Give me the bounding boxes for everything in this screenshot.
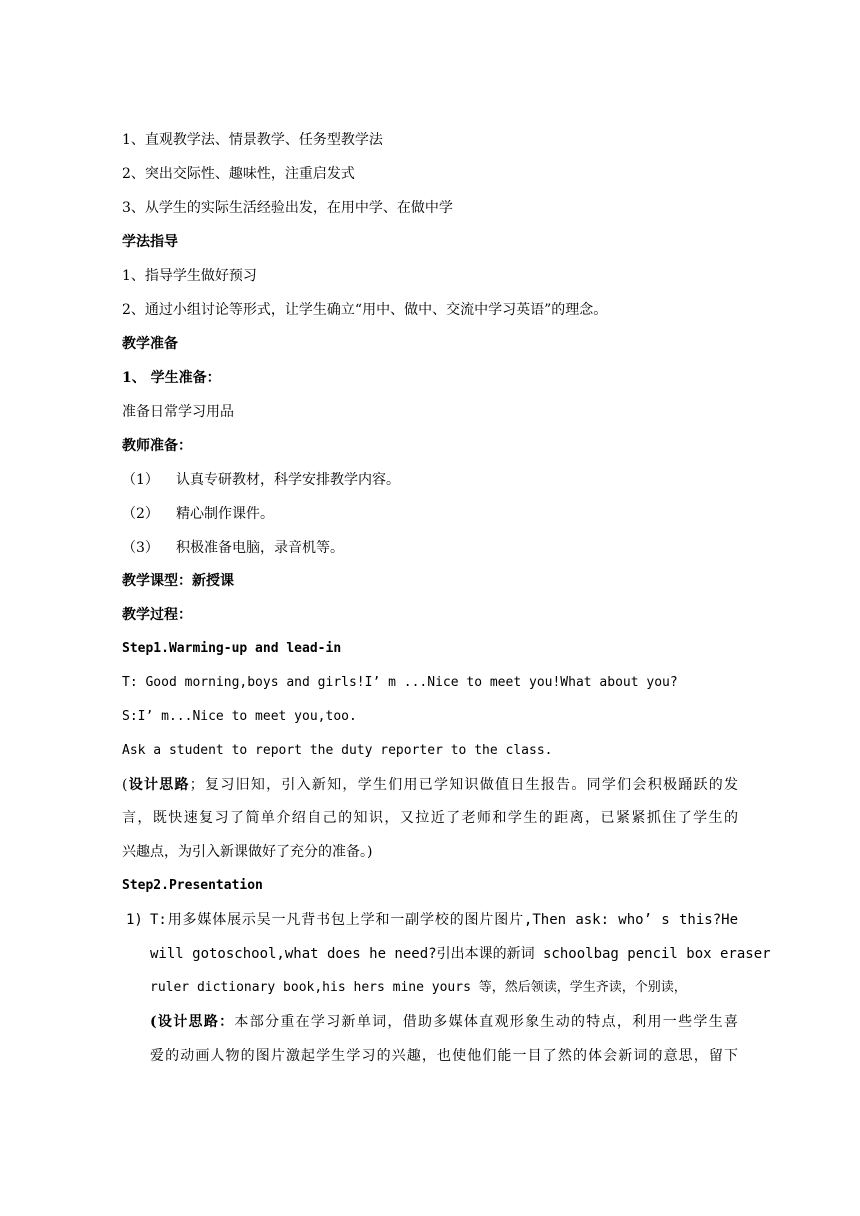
step2-title: Step2.Presentation xyxy=(122,878,263,893)
teacher-preparation-heading: 教师准备： xyxy=(122,438,192,454)
study-guide-item-1: 1、指导学生做好预习 xyxy=(122,268,257,284)
design-label: (设计思路： xyxy=(150,1014,235,1030)
step2-design-line-2: 爱的动画人物的图片激起学生学习的兴趣，也使他们能一目了然的体会新词的意思，留下 xyxy=(150,1048,738,1064)
item-number: （1） xyxy=(122,472,159,488)
item-text: 认真专研教材，科学安排教学内容。 xyxy=(176,472,400,488)
design-text: ；复习旧知，引入新知，学生们用已学知识做值日生报告。同学们会积极踊跃的发 xyxy=(189,777,739,793)
step1-dialogue-student: S:I’ m...Nice to meet you,too. xyxy=(122,709,357,724)
open-paren: ( xyxy=(122,777,128,793)
student-preparation-heading: 1、 学生准备： xyxy=(122,370,221,386)
item-number: （2） xyxy=(122,506,159,522)
item-text: 精心制作课件。 xyxy=(176,506,274,522)
step1-design-line-3: 兴趣点，为引入新课做好了充分的准备。) xyxy=(122,844,373,860)
step1-dialogue-teacher: T: Good morning,boys and girls!I’ m ...Nice to meet you!What about you? xyxy=(122,675,678,690)
step1-design-line-2: 言，既快速复习了简单介绍自己的知识，又拉近了老师和学生的距离，已紧紧抓住了学生的 xyxy=(122,810,738,826)
method-item-3: 3、从学生的实际生活经验出发，在用中学、在做中学 xyxy=(122,200,453,216)
step2-item-line-3: ruler dictionary book,his hers mine yours 等，然后领读，学生齐读，个别读， xyxy=(150,980,687,995)
step1-instruction: Ask a student to report the duty reporter to the class. xyxy=(122,743,553,758)
design-text: 本部分重在学习新单词，借助多媒体直观形象生动的特点，利用一些学生喜 xyxy=(234,1014,738,1030)
method-item-1: 1、直观教学法、情景教学、任务型教学法 xyxy=(122,132,383,148)
step2-item-line-1: T:用多媒体展示吴一凡背书包上学和一副学校的图片图片,Then ask: who’ s this?He xyxy=(150,912,738,928)
step1-design-line-1 xyxy=(122,775,738,795)
preparation-heading: 教学准备 xyxy=(122,336,178,352)
student-preparation-item: 准备日常学习用品 xyxy=(122,404,234,420)
teacher-preparation-item xyxy=(122,470,400,490)
study-guide-heading: 学法指导 xyxy=(122,234,178,250)
teacher-preparation-item xyxy=(122,538,344,558)
step2-item-number: 1) xyxy=(126,912,143,928)
study-guide-item-2: 2、通过小组讨论等形式，让学生确立“用中、做中、交流中学习英语”的理念。 xyxy=(122,302,608,318)
item-number: （3） xyxy=(122,540,159,556)
step2-item-line-2: will gotoschool,what does he need?引出本课的新词 schoolbag pencil box eraser xyxy=(150,946,771,962)
teacher-preparation-item xyxy=(122,504,274,524)
item-text: 积极准备电脑，录音机等。 xyxy=(176,540,344,556)
process-heading: 教学过程： xyxy=(122,607,192,623)
method-item-2: 2、突出交际性、趣味性，注重启发式 xyxy=(122,166,355,182)
lesson-type: 教学课型：新授课 xyxy=(122,573,234,589)
design-label: 设计思路 xyxy=(127,777,190,793)
step1-title: Step1.Warming-up and lead-in xyxy=(122,641,342,656)
step2-design-line-1 xyxy=(150,1012,738,1032)
